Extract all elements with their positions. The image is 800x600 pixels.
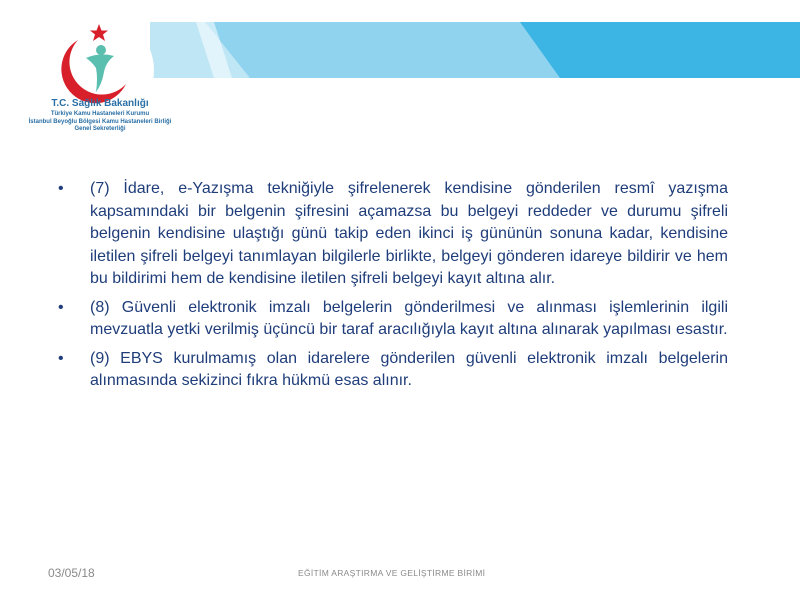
list-item-text: (7) İdare, e-Yazışma tekniğiyle şifrelenerek kendisine gönderilen resmî yazışma kapsamındaki bir belgenin şifresini açamazsa bu belgeyi reddeder ve durumu şifreli belgenin kendisine ulaştığı günü takip eden ikinci iş gününün sonuna kadar, kendisine iletilen şifreli belgeyi tanımlayan bilgilerle birlikte, belgeyi gönderen idareye bildirir ve hem bu bildirimi hem de kendisine iletilen şifreli belgeyi kayıt altına alır.: [90, 180, 728, 287]
footer-department: EĞİTİM ARAŞTIRMA VE GELİŞTİRME BİRİMİ: [298, 568, 486, 578]
banner-band-dark: [520, 22, 800, 78]
org-line-2: İstanbul Beyoğlu Bölgesi Kamu Hastaneleri Birliği: [28, 118, 172, 125]
bullet-list: [58, 178, 728, 399]
list-item-text: (9) EBYS kurulmamış olan idarelere gönderilen güvenli elektronik imzalı belgelerin alınmasında sekizinci fıkra hükmü esas alınır.: [90, 349, 728, 389]
org-line-3: Genel Sekreterliği: [74, 126, 126, 132]
star-icon: [90, 24, 108, 41]
list-item-text: (8) Güvenli elektronik imzalı belgelerin gönderilmesi ve alınması işlemlerinin ilgili mevzuatla yetki verilmiş üçüncü bir taraf aracılığıyla kayıt altına alınarak yapılması esastır.: [90, 298, 728, 338]
figure-head-icon: [96, 45, 106, 55]
list-item: [58, 348, 728, 393]
footer-date: 03/05/18: [48, 566, 95, 580]
figure-body-icon: [86, 54, 114, 92]
ministry-name: T.C. Sağlık Bakanlığı: [51, 98, 149, 109]
bullet-icon: •: [58, 349, 64, 367]
crescent-icon: [61, 40, 126, 103]
bullet-icon: •: [58, 180, 64, 197]
list-item: [58, 178, 728, 291]
bullet-icon: •: [58, 298, 64, 316]
ministry-logo-icon: [56, 22, 142, 108]
list-item: [58, 297, 728, 342]
org-line-1: Türkiye Kamu Hastaneleri Kurumu: [50, 111, 150, 117]
organization-lines: [14, 111, 186, 134]
